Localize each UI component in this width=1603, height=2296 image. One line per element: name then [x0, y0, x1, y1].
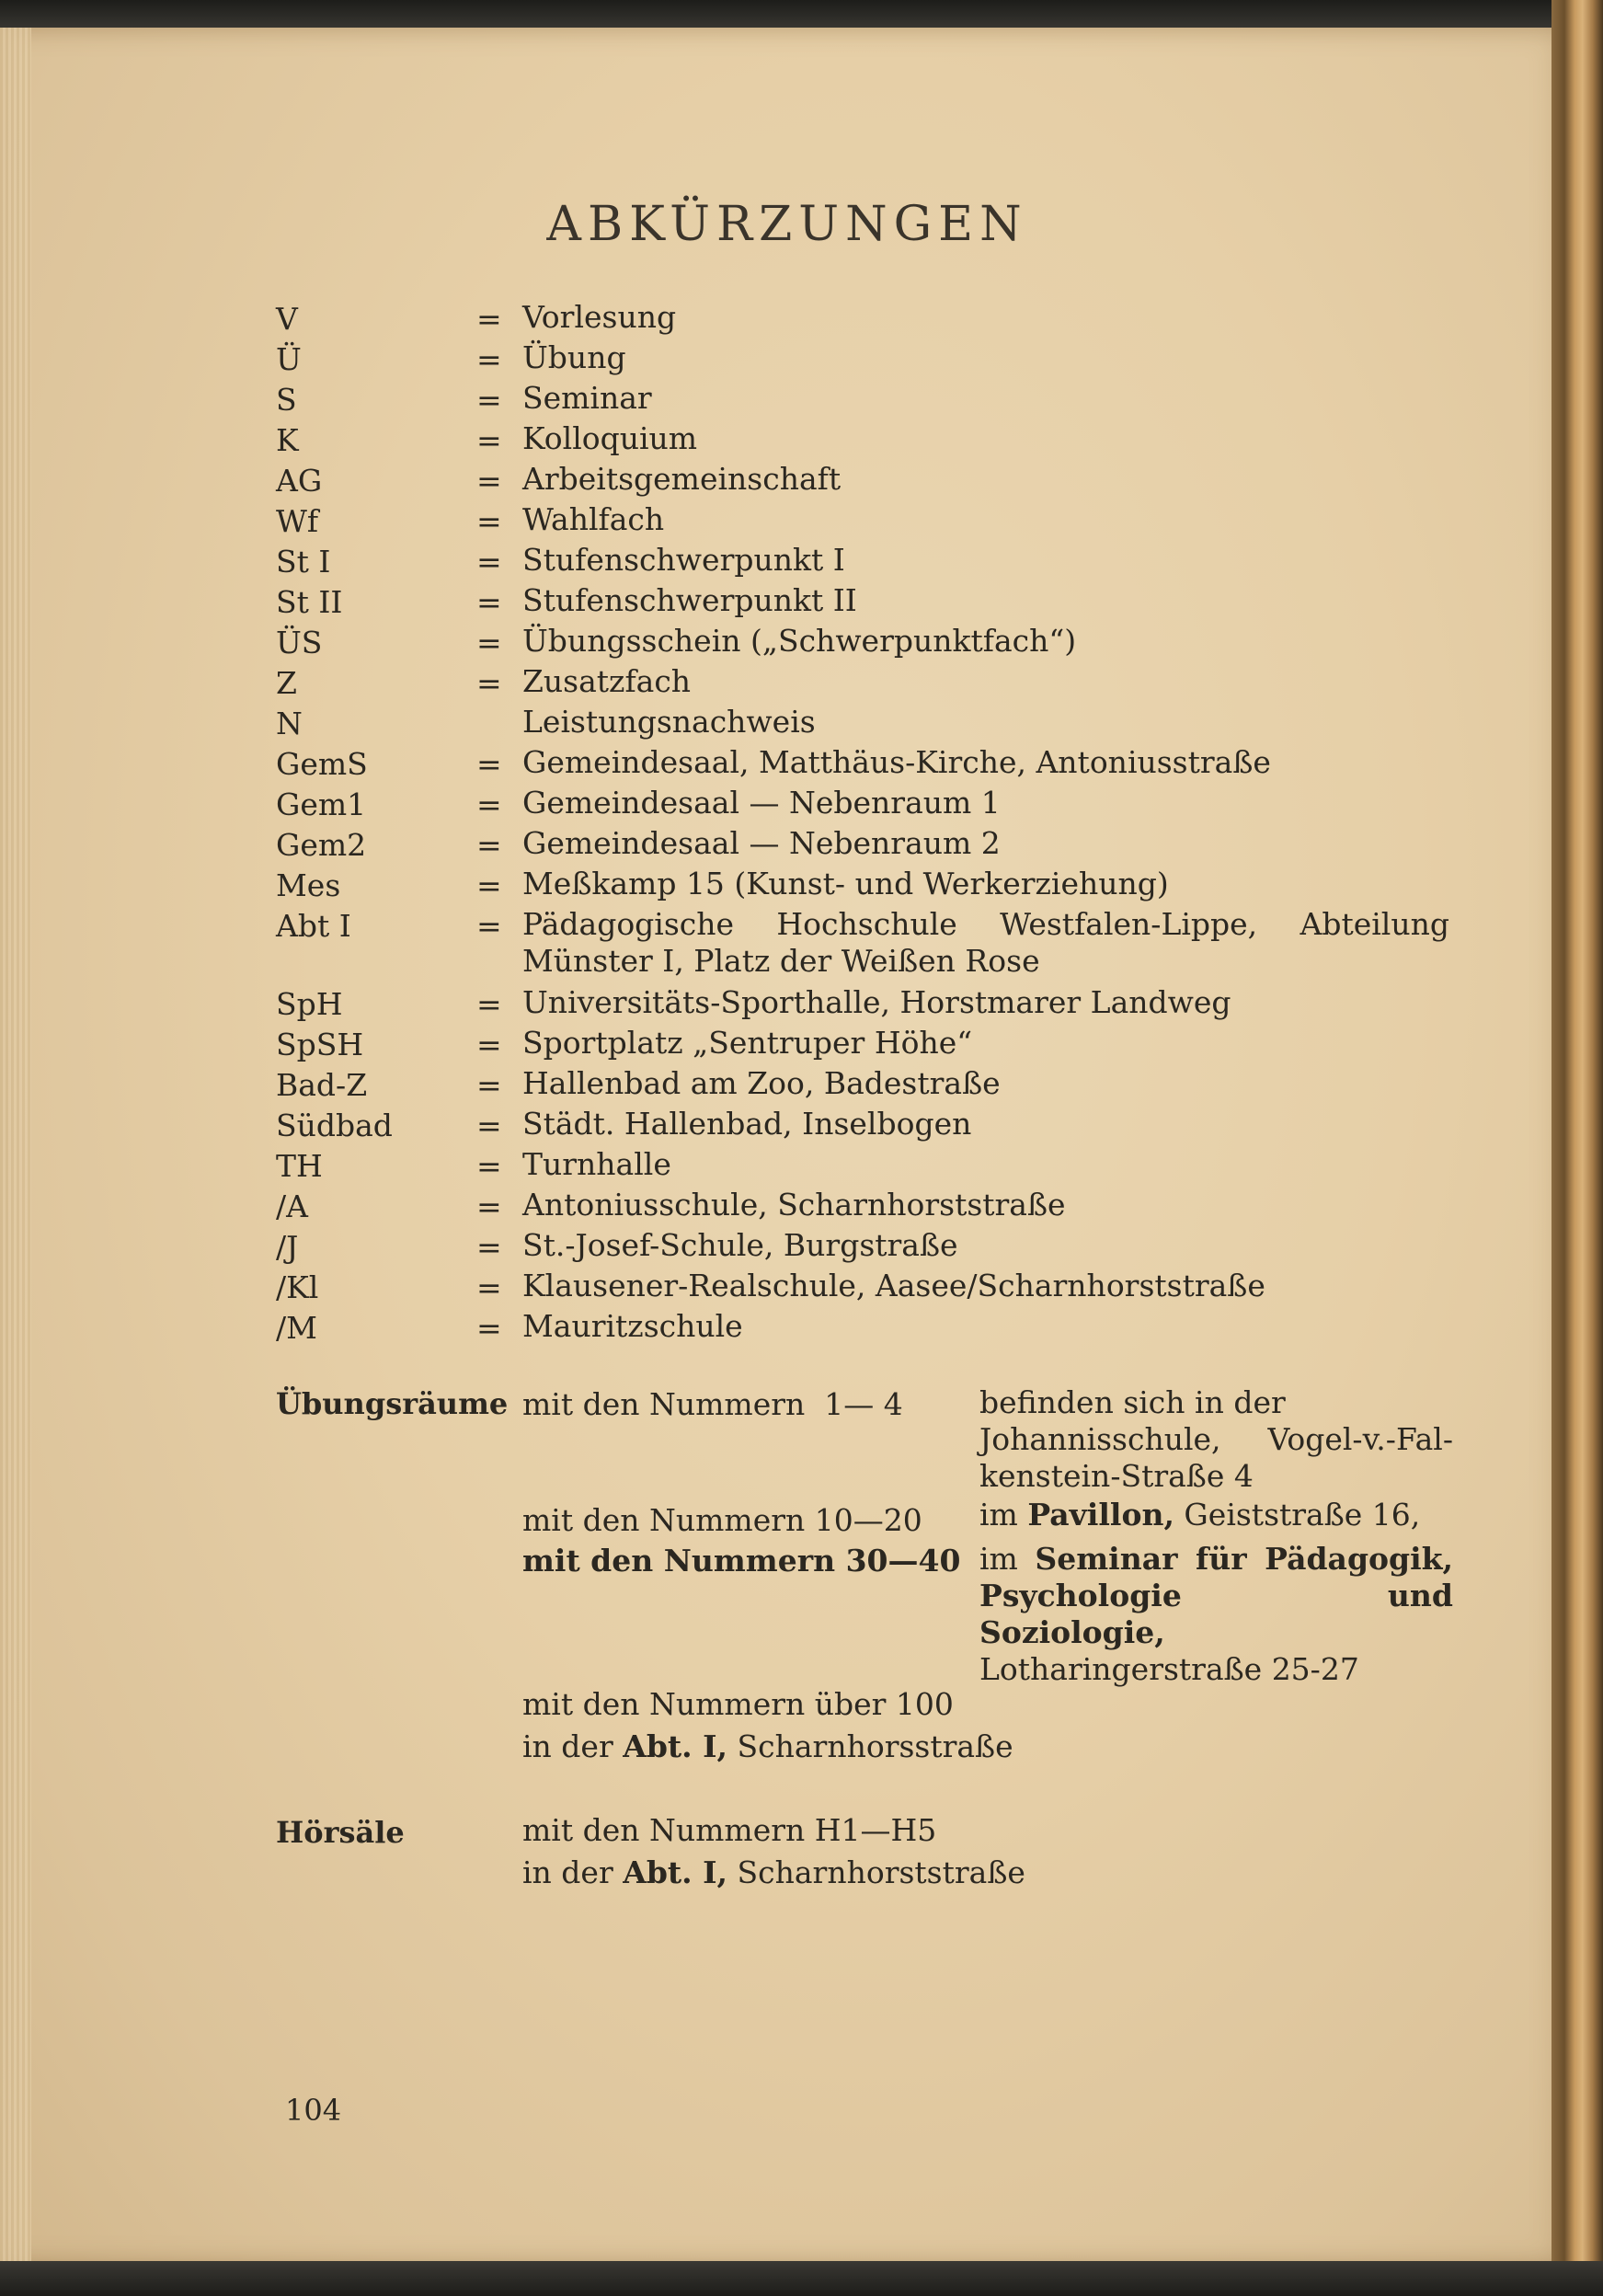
book-spine-right	[1551, 0, 1603, 2296]
abbr-row	[276, 1308, 1471, 1349]
abbr-definition: Gemeindesaal — Nebenraum 1	[522, 785, 1001, 821]
abbr-code: St II	[276, 584, 343, 620]
abbr-equals: =	[476, 746, 502, 782]
uebungsraeume-label: Übungsräume	[276, 1386, 509, 1421]
abbr-code: Mes	[276, 867, 341, 903]
abbr-row	[276, 704, 1471, 744]
rooms-location-2	[979, 1497, 1453, 1533]
abbr-code: Z	[276, 665, 297, 701]
abbr-code: V	[276, 301, 298, 337]
rooms-location-bold: Pavillon,	[1027, 1497, 1174, 1533]
abbr-row	[276, 1025, 1471, 1065]
abbr-code: Gem2	[276, 827, 367, 863]
book-edge-top	[0, 0, 1603, 31]
rooms-location-text: im	[979, 1541, 1036, 1577]
abbr-row	[276, 380, 1471, 420]
abbr-row	[276, 1106, 1471, 1146]
page-title: ABKÜRZUNGEN	[546, 197, 1028, 252]
abbr-row	[276, 339, 1471, 380]
abbr-equals: =	[476, 625, 502, 660]
abbr-definition: Übung	[522, 339, 626, 375]
abbr-row	[276, 984, 1471, 1025]
abbr-code: N	[276, 706, 303, 741]
rooms-location-line: Johannisschule, Vogel-v.-Fal-	[979, 1421, 1453, 1457]
abbr-row	[276, 785, 1471, 825]
rooms-location-line	[979, 1578, 1453, 1651]
abbr-equals: =	[476, 1269, 502, 1305]
rooms-range-3: mit den Nummern 30—40	[522, 1543, 961, 1578]
abbr-row	[276, 1065, 1471, 1106]
abbr-row	[276, 623, 1471, 663]
abbr-definition: Kolloquium	[522, 420, 698, 456]
abbr-definition: Wahlfach	[522, 501, 665, 537]
book-edge-bottom	[0, 2261, 1603, 2296]
abbr-equals: =	[476, 827, 502, 863]
abbr-row	[276, 825, 1471, 866]
abbr-equals: =	[476, 1067, 502, 1103]
rooms-range-2: mit den Nummern 10—20	[522, 1502, 922, 1538]
abbr-code: Südbad	[276, 1108, 393, 1143]
abbr-code: GemS	[276, 746, 368, 782]
abbr-code: Ü	[276, 341, 302, 377]
abbr-row	[276, 663, 1471, 704]
abbr-row	[276, 866, 1471, 906]
abbr-row	[276, 1187, 1471, 1227]
page-number: 104	[285, 2093, 342, 2128]
abbr-definition-line: Münster I, Platz der Weißen Rose	[522, 943, 1040, 979]
abbr-definition: Gemeindesaal — Nebenraum 2	[522, 825, 1001, 861]
abbr-code: S	[276, 382, 297, 418]
rooms-location-bold: Abt. I,	[623, 1854, 728, 1890]
rooms-location-text: Geiststraße 16,	[1174, 1497, 1421, 1533]
abbr-equals: =	[476, 463, 502, 499]
abbr-definition: Mauritzschule	[522, 1308, 743, 1344]
abbr-code: Gem1	[276, 786, 367, 822]
abbr-definition: Gemeindesaal, Matthäus-Kirche, Antoniusstraße	[522, 744, 1271, 780]
abbr-definition: Leistungsnachweis	[522, 704, 816, 740]
rooms-location-bold: Seminar für Pädagogik,	[1035, 1541, 1453, 1577]
abbr-row	[276, 420, 1471, 461]
abbr-code: Bad-Z	[276, 1067, 368, 1103]
abbr-definition: Sportplatz „Sentruper Höhe“	[522, 1025, 973, 1061]
abbr-equals: =	[476, 665, 502, 701]
rooms-location-line	[979, 1541, 1453, 1578]
abbr-definition: Stufenschwerpunkt I	[522, 542, 845, 578]
abbr-definition: Städt. Hallenbad, Inselbogen	[522, 1106, 972, 1142]
abbr-definition: St.-Josef-Schule, Burgstraße	[522, 1227, 958, 1263]
abbr-code: AG	[276, 463, 323, 499]
abbr-row	[276, 1146, 1471, 1187]
rooms-location-line: befinden sich in der	[979, 1384, 1286, 1420]
abbr-equals: =	[476, 1229, 502, 1265]
rooms-range-line	[522, 1726, 1013, 1768]
abbr-equals: =	[476, 503, 502, 539]
rooms-location-bold: Abt. I,	[623, 1728, 728, 1764]
abbr-row	[276, 906, 1471, 984]
abbr-definition: Übungsschein („Schwerpunktfach“)	[522, 623, 1077, 659]
abbr-equals: =	[476, 1148, 502, 1184]
abbr-equals: =	[476, 986, 502, 1022]
rooms-location-1	[979, 1384, 1453, 1495]
hoersaele-info	[522, 1809, 1025, 1894]
abbr-code: SpSH	[276, 1027, 364, 1062]
rooms-location-text: Scharnhorststraße	[727, 1854, 1025, 1890]
abbr-equals: =	[476, 301, 502, 337]
abbr-definition: Universitäts-Sporthalle, Horstmarer Landweg	[522, 984, 1231, 1020]
abbr-definition-line: Pädagogische Hochschule Westfalen-Lippe, Abteilung	[522, 906, 1449, 942]
rooms-location-bold: Psychologie und Soziologie,	[979, 1578, 1453, 1650]
abbr-row	[276, 501, 1471, 542]
abbr-definition: Zusatzfach	[522, 663, 692, 699]
abbr-definition: Stufenschwerpunkt II	[522, 582, 857, 618]
abbr-code: Abt I	[276, 908, 351, 944]
rooms-location-text: in der	[522, 1728, 624, 1764]
abbr-code: SpH	[276, 986, 343, 1022]
abbr-definition: Turnhalle	[522, 1146, 671, 1182]
abbr-definition: Hallenbad am Zoo, Badestraße	[522, 1065, 1001, 1101]
abbr-equals: =	[476, 908, 502, 944]
page-stack-left	[0, 28, 31, 2265]
rooms-location-line: kenstein-Straße 4	[979, 1458, 1254, 1494]
abbr-definition: Arbeitsgemeinschaft	[522, 461, 842, 497]
abbr-row	[276, 542, 1471, 582]
abbr-equals: =	[476, 1027, 502, 1062]
hoersaele-label: Hörsäle	[276, 1815, 405, 1850]
abbr-definition: Antoniusschule, Scharnhorststraße	[522, 1187, 1066, 1223]
rooms-location-text: im	[979, 1497, 1028, 1533]
hoersaele-line: mit den Nummern H1—H5	[522, 1812, 937, 1848]
abbr-code: /A	[276, 1188, 308, 1224]
abbr-row	[276, 582, 1471, 623]
rooms-location-text: Scharnhorsstraße	[727, 1728, 1013, 1764]
abbr-code: ÜS	[276, 625, 323, 660]
abbr-equals: =	[476, 544, 502, 580]
abbr-equals: =	[476, 786, 502, 822]
abbr-definition: Klausener-Realschule, Aasee/Scharnhorststraße	[522, 1268, 1265, 1303]
rooms-range-4	[522, 1683, 1013, 1768]
abbr-definition: Seminar	[522, 380, 652, 416]
rooms-range-line: mit den Nummern über 100	[522, 1686, 954, 1722]
abbr-definition: Meßkamp 15 (Kunst- und Werkerziehung)	[522, 866, 1169, 901]
abbr-code: /M	[276, 1310, 317, 1346]
abbr-code: K	[276, 422, 299, 458]
abbr-definition: Vorlesung	[522, 299, 677, 335]
hoersaele-line	[522, 1852, 1025, 1894]
abbr-row	[276, 1227, 1471, 1268]
abbr-equals: =	[476, 584, 502, 620]
abbr-equals: =	[476, 382, 502, 418]
abbr-equals: =	[476, 1310, 502, 1346]
abbr-definition-multiline	[522, 906, 1449, 980]
abbr-code: Wf	[276, 503, 319, 539]
abbr-equals: =	[476, 867, 502, 903]
abbr-equals: =	[476, 422, 502, 458]
abbr-code: /Kl	[276, 1269, 319, 1305]
abbreviation-list	[276, 299, 1471, 1349]
rooms-location-text: in der	[522, 1854, 624, 1890]
abbr-row	[276, 461, 1471, 501]
rooms-location-3	[979, 1541, 1453, 1688]
abbr-code: /J	[276, 1229, 299, 1265]
abbr-equals: =	[476, 1108, 502, 1143]
abbr-equals: =	[476, 1188, 502, 1224]
abbr-code: St I	[276, 544, 331, 580]
abbr-row	[276, 1268, 1471, 1308]
rooms-range-1: mit den Nummern 1— 4	[522, 1386, 903, 1422]
rooms-location-line: Lotharingerstraße 25-27	[979, 1651, 1359, 1687]
abbr-row	[276, 744, 1471, 785]
abbr-code: TH	[276, 1148, 323, 1184]
abbr-row	[276, 299, 1471, 339]
abbr-equals: =	[476, 341, 502, 377]
